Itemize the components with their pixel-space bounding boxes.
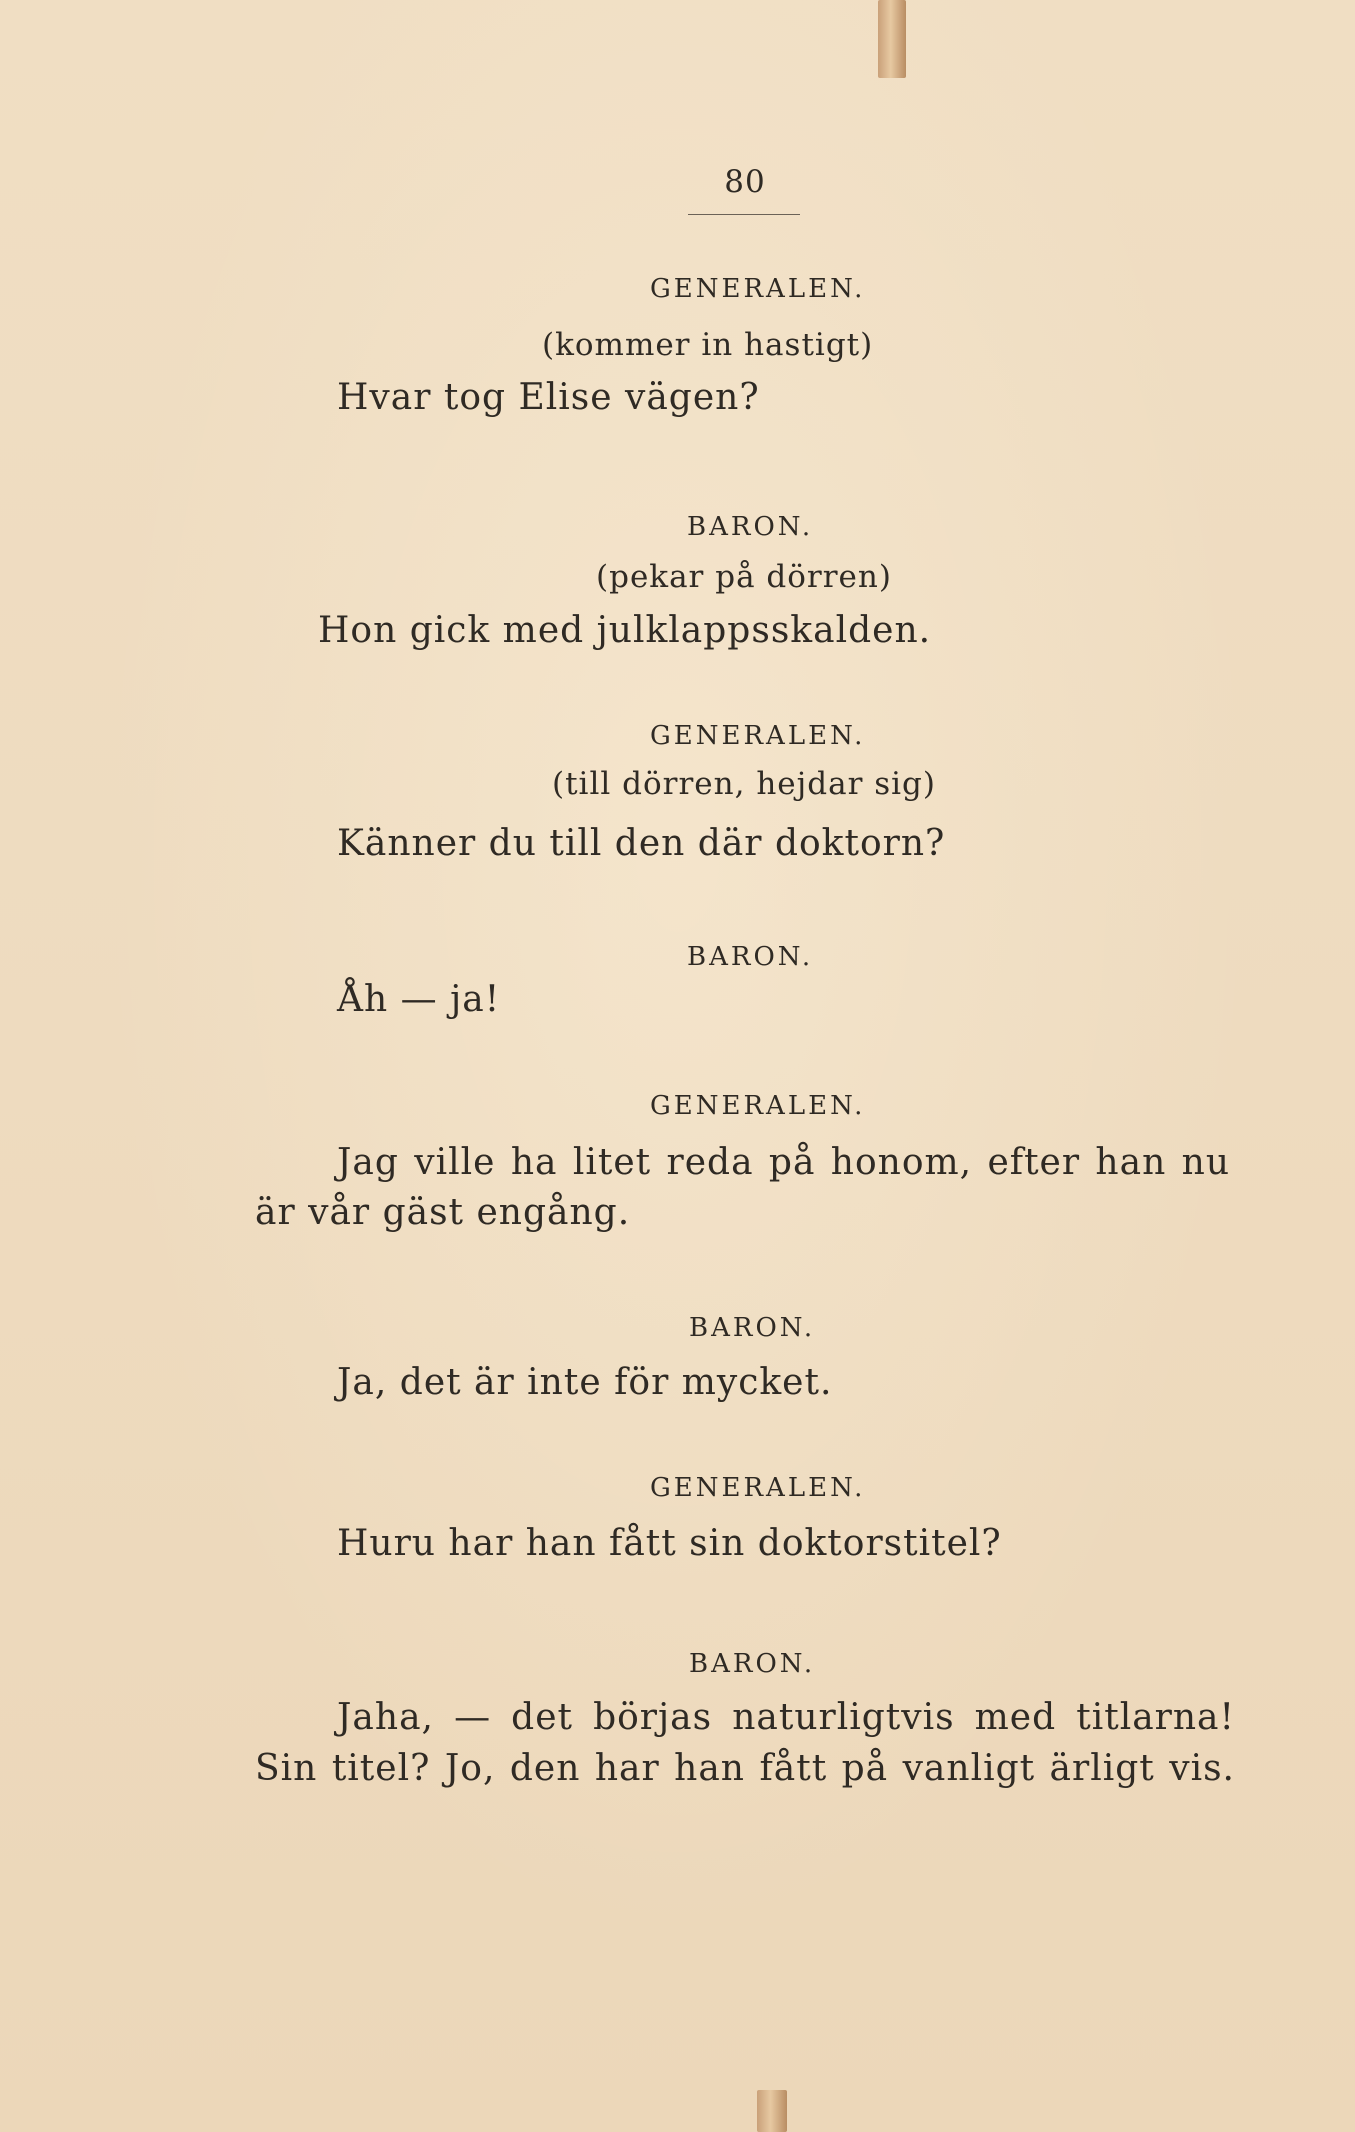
dialogue-line: Sin titel? Jo, den har han fått på vanligt ärligt vis. bbox=[255, 1748, 1235, 1789]
speaker-name: GENERALEN. bbox=[650, 721, 866, 751]
dialogue-line: Åh — ja! bbox=[337, 979, 501, 1020]
page-number: 80 bbox=[724, 164, 766, 200]
dialogue-line: Ja, det är inte för mycket. bbox=[337, 1362, 833, 1403]
speaker-name: BARON. bbox=[689, 1313, 816, 1343]
dialogue-line: Jag ville ha litet reda på honom, efter han nu bbox=[337, 1142, 1230, 1183]
speaker-name: GENERALEN. bbox=[650, 1091, 866, 1121]
dialogue-line: är vår gäst engång. bbox=[255, 1192, 631, 1233]
speaker-name: BARON. bbox=[687, 942, 814, 972]
speaker-name: GENERALEN. bbox=[650, 1473, 866, 1503]
stage-direction: (pekar på dörren) bbox=[596, 559, 892, 595]
dialogue-line: Jaha, — det börjas naturligtvis med titlarna! bbox=[337, 1697, 1235, 1738]
stage-direction: (till dörren, hejdar sig) bbox=[552, 766, 936, 802]
bookmark-ribbon-top bbox=[878, 0, 906, 78]
dialogue-line: Känner du till den där doktorn? bbox=[337, 823, 946, 864]
dialogue-line: Hvar tog Elise vägen? bbox=[337, 377, 760, 418]
speaker-name: BARON. bbox=[689, 1649, 816, 1679]
header-rule bbox=[688, 214, 800, 215]
stage-direction: (kommer in hastigt) bbox=[542, 327, 874, 363]
speaker-name: BARON. bbox=[687, 512, 814, 542]
speaker-name: GENERALEN. bbox=[650, 274, 866, 304]
dialogue-line: Huru har han fått sin doktorstitel? bbox=[337, 1523, 1002, 1564]
bookmark-ribbon-bottom bbox=[757, 2090, 787, 2132]
dialogue-line: Hon gick med julklappsskalden. bbox=[318, 610, 932, 651]
